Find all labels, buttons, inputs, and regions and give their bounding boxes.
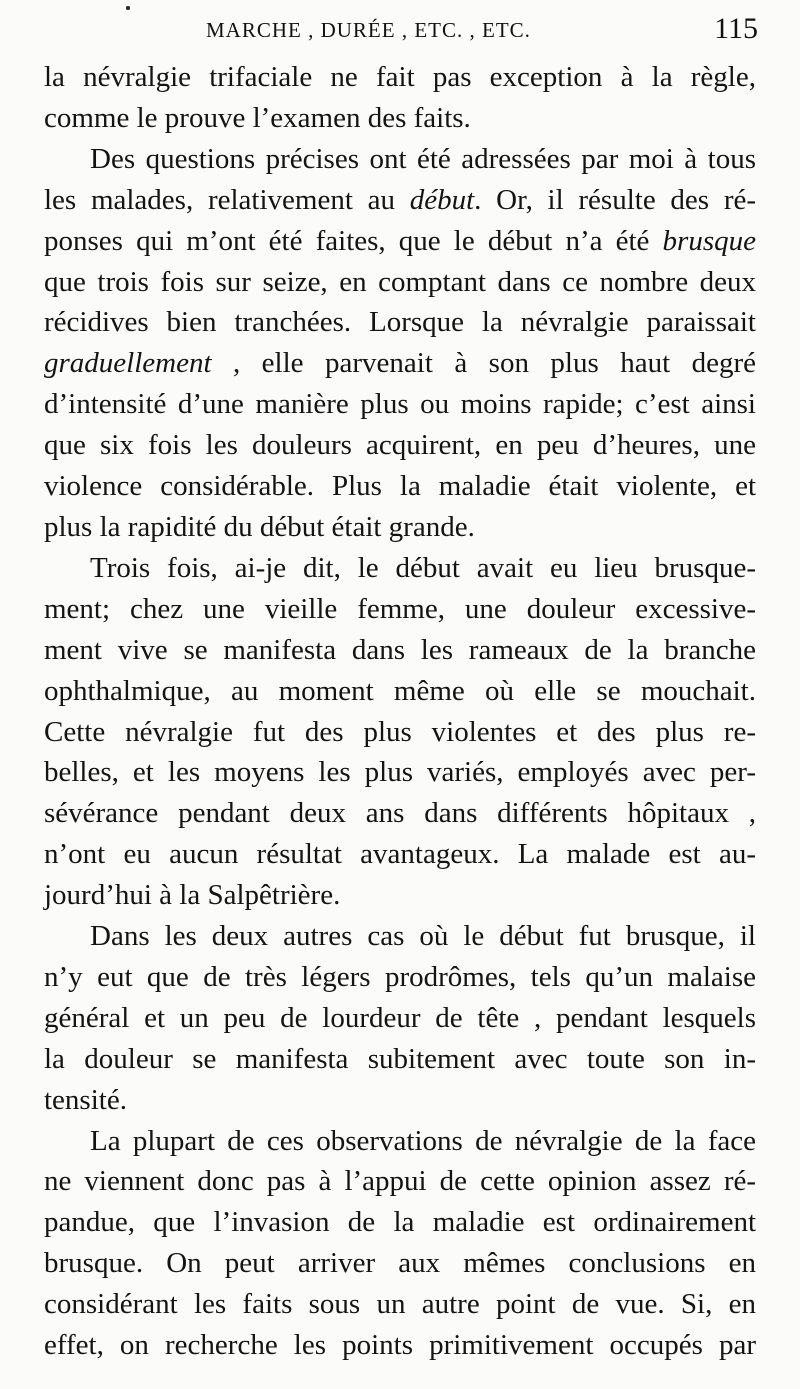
- text-line: Trois fois, ai-je dit, le début avait eu lieu brusque-: [90, 551, 756, 584]
- text-line: La plupart de ces observations de névralgie de la face: [90, 1124, 756, 1157]
- paragraph-2: [44, 139, 756, 548]
- text-line: n’ont eu aucun résultat avantageux. La malade est au-: [44, 838, 756, 871]
- text-line: Cette névralgie fut des plus violentes et des plus re-: [44, 715, 756, 748]
- text-line: plus la rapidité du début était grande.: [44, 510, 475, 543]
- text-line: violence considérable. Plus la maladie était violente, et: [44, 470, 756, 503]
- text-line: effet, on recherche les points primitivement occupés par: [44, 1329, 756, 1362]
- paragraph-5: [44, 1121, 756, 1366]
- text-line: les malades, relativement au début. Or, il résulte des ré-: [44, 183, 757, 216]
- text-line: brusque. On peut arriver aux mêmes conclusions en: [44, 1247, 756, 1280]
- text-line: pandue, que l’invasion de la maladie est ordinairement: [44, 1206, 756, 1239]
- paragraph-3: [44, 548, 756, 916]
- page-header: [46, 10, 758, 50]
- text-line: ponses qui m’ont été faites, que le début n’a été brusque: [44, 224, 756, 257]
- text-line: Dans les deux autres cas où le début fut brusque, il: [90, 920, 756, 953]
- italic-word: brusque: [662, 224, 756, 257]
- text-line: graduellement , elle parvenait à son plus haut degré: [44, 347, 756, 380]
- text-line: tensité.: [44, 1083, 127, 1116]
- running-head: MARCHE , DURÉE , ETC. , ETC.: [206, 18, 531, 42]
- text-line: ment; chez une vieille femme, une douleur excessive-: [44, 592, 756, 625]
- paragraph-1: [44, 57, 756, 139]
- text-line: n’y eut que de très légers prodrômes, tels qu’un malaise: [44, 960, 756, 993]
- text-line: Des questions précises ont été adressées par moi à tous: [90, 142, 756, 175]
- text-line: récidives bien tranchées. Lorsque la névralgie paraissait: [44, 306, 756, 339]
- text-line: que six fois les douleurs acquirent, en peu d’heures, une: [44, 429, 756, 462]
- text-line: belles, et les moyens les plus variés, employés avec per-: [44, 756, 756, 789]
- text-line: ne viennent donc pas à l’appui de cette opinion assez ré-: [44, 1165, 756, 1198]
- text-line: comme le prouve l’examen des faits.: [44, 101, 471, 134]
- text-line: considérant les faits sous un autre point de vue. Si, en: [44, 1288, 756, 1321]
- text-line: sévérance pendant deux ans dans différents hôpitaux ,: [44, 797, 756, 830]
- italic-word: début: [409, 183, 475, 216]
- body-text: [44, 57, 756, 1366]
- text-line: général et un peu de lourdeur de tête , pendant lesquels: [44, 1001, 756, 1034]
- text-line: jourd’hui à la Salpêtrière.: [44, 879, 341, 912]
- page-number: 115: [714, 12, 758, 45]
- text-line: ment vive se manifesta dans les rameaux de la branche: [44, 633, 756, 666]
- text-line: la douleur se manifesta subitement avec toute son in-: [44, 1042, 756, 1075]
- paragraph-4: [44, 916, 756, 1121]
- text-line: d’intensité d’une manière plus ou moins rapide; c’est ainsi: [44, 388, 756, 421]
- text-line: la névralgie trifaciale ne fait pas exception à la règle,: [44, 61, 756, 93]
- text-line: que trois fois sur seize, en comptant dans ce nombre deux: [44, 265, 756, 298]
- italic-word: graduellement: [44, 347, 212, 380]
- text-line: ophthalmique, au moment même où elle se mouchait.: [44, 674, 756, 707]
